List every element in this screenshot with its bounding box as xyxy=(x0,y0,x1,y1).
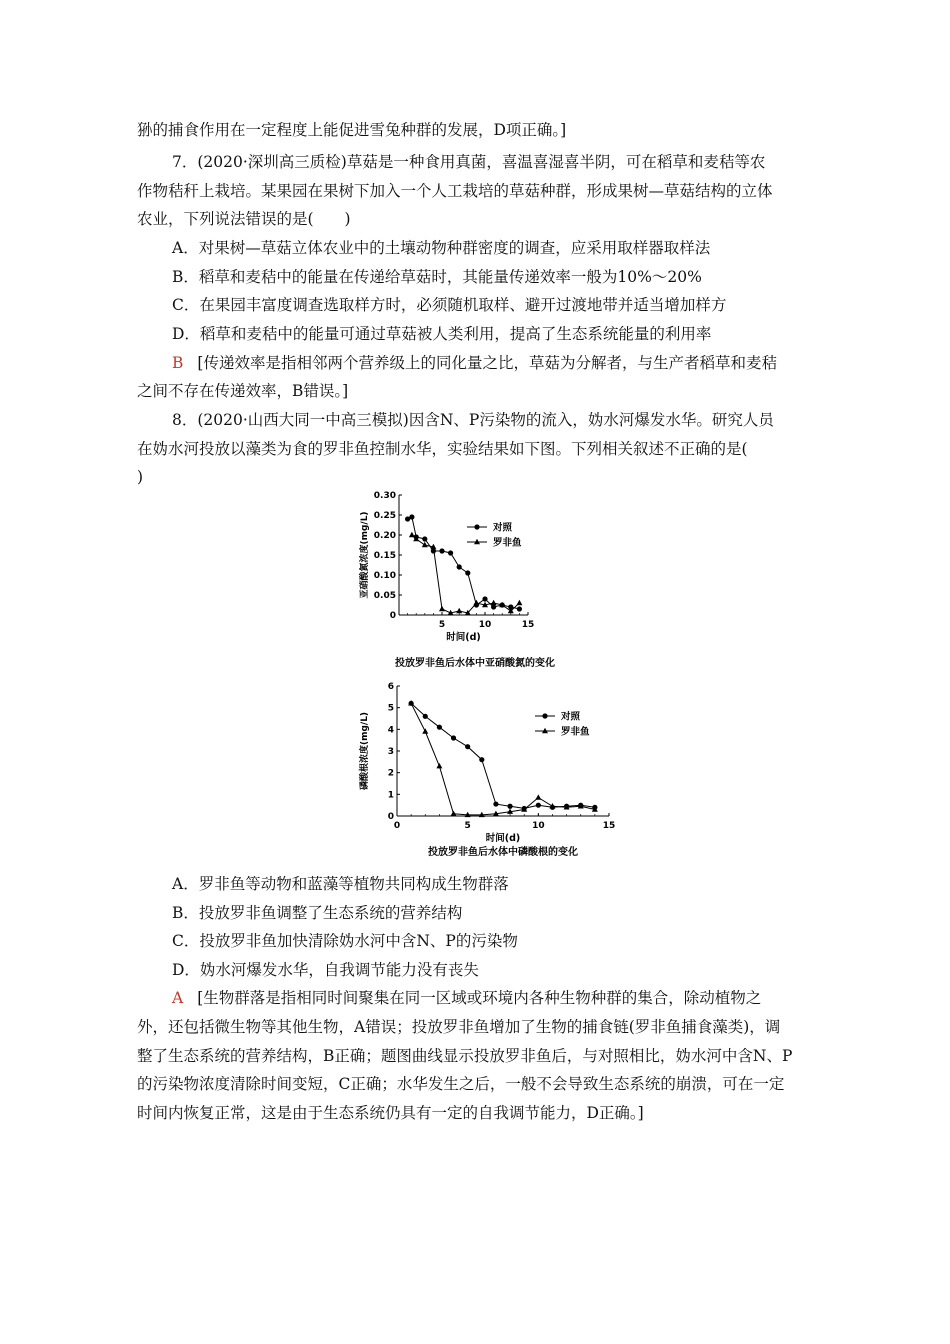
legend-label: 对照 xyxy=(561,711,581,723)
q8-stem-3: ) xyxy=(137,468,144,486)
x-axis-label: 时间(d) xyxy=(446,632,481,643)
q7-stem-3: 农业，下列说法错误的是( ) xyxy=(137,210,351,228)
data-point-tilapia xyxy=(516,600,522,605)
data-point-control xyxy=(448,550,453,555)
legend-label: 对照 xyxy=(493,522,513,534)
data-point-control xyxy=(451,735,456,740)
data-point-control xyxy=(409,514,414,519)
y-tick-label: 0.30 xyxy=(373,491,396,501)
q8-explanation-1 xyxy=(172,987,761,1009)
legend-marker-control xyxy=(474,524,479,529)
chart-title: 投放罗非鱼后水体中磷酸根的变化 xyxy=(428,847,578,858)
data-point-tilapia xyxy=(549,803,555,808)
chart-nitrite xyxy=(355,485,595,675)
data-point-control xyxy=(465,744,470,749)
q8-explanation-4: 的污染物浓度清除时间变短，C正确；水华发生之后，一般不会导致生态系统的崩溃，可在一定 xyxy=(137,1075,785,1093)
q8-stem-1: 8．(2020·山西大同一中高三模拟)因含N、P污染物的流入，妫水河爆发水华。研究人员 xyxy=(172,411,774,429)
y-tick-label: 0.10 xyxy=(373,571,396,581)
y-tick-label: 0.15 xyxy=(373,551,396,561)
data-point-tilapia xyxy=(451,811,457,816)
x-tick-label: 5 xyxy=(438,620,446,630)
q7-explanation-text: [传递效率是指相邻两个营养级上的同化量之比，草菇为分解者，与生产者稻草和麦秸 xyxy=(197,354,777,372)
y-tick-label: 0 xyxy=(389,611,396,621)
y-tick-label: 0.20 xyxy=(373,531,396,541)
legend-label: 罗非鱼 xyxy=(493,537,522,549)
x-tick-label: 10 xyxy=(478,620,492,630)
q7-option-d: D．稻草和麦秸中的能量可通过草菇被人类利用，提高了生态系统能量的利用率 xyxy=(172,325,712,343)
x-tick-label: 5 xyxy=(464,821,471,831)
q7-option-b: B．稻草和麦秸中的能量在传递给草菇时，其能量传递效率一般为10%～20% xyxy=(172,268,702,286)
data-point-control xyxy=(439,548,444,553)
data-point-control xyxy=(493,801,498,806)
data-point-tilapia xyxy=(436,763,442,768)
q8-option-b: B．投放罗非鱼调整了生态系统的营养结构 xyxy=(172,904,463,922)
q7-option-a: A．对果树—草菇立体农业中的土壤动物种群密度的调查，应采用取样器取样法 xyxy=(172,239,711,257)
q8-explanation-3: 整了生态系统的营养结构，B正确；题图曲线显示投放罗非鱼后，与对照相比，妫水河中含N、P xyxy=(137,1047,793,1065)
q8-option-c: C．投放罗非鱼加快清除妫水河中含N、P的污染物 xyxy=(172,932,518,950)
data-point-tilapia xyxy=(456,608,462,613)
y-tick-label: 0 xyxy=(387,812,394,822)
x-tick-label: 10 xyxy=(532,821,545,831)
q8-explanation-5: 时间内恢复正常，这是由于生态系统仍具有一定的自我调节能力，D正确。] xyxy=(137,1104,644,1122)
q8-stem-2: 在妫水河投放以藻类为食的罗非鱼控制水华，实验结果如下图。下列相关叙述不正确的是( xyxy=(137,440,748,458)
y-tick-label: 2 xyxy=(387,768,394,779)
y-tick-label: 5 xyxy=(387,703,394,714)
y-tick-label: 0.05 xyxy=(373,591,396,601)
data-point-tilapia xyxy=(473,600,479,605)
data-point-control xyxy=(479,757,484,762)
q8-explanation-text: [生物群落是指相同时间聚集在同一区域或环境内各种生物种群的集合，除动植物之 xyxy=(197,989,762,1007)
data-point-tilapia xyxy=(439,606,445,611)
legend-label: 罗非鱼 xyxy=(561,726,590,738)
prev-answer-end: 狲的捕食作用在一定程度上能促进雪兔种群的发展，D项正确。] xyxy=(137,121,567,139)
data-point-control xyxy=(457,564,462,569)
x-tick-label: 15 xyxy=(602,821,616,831)
x-tick-label: 15 xyxy=(521,620,535,630)
q7-stem-1: 7．(2020·深圳高三质检)草菇是一种食用真菌，喜温喜湿喜半阴，可在稻草和麦秸等农 xyxy=(172,153,766,171)
y-tick-label: 6 xyxy=(387,682,394,692)
x-axis-label: 时间(d) xyxy=(485,833,521,844)
y-axis-label: 磷酸根浓度(mg/L) xyxy=(360,711,370,791)
data-point-control xyxy=(536,803,541,808)
data-point-control xyxy=(465,570,470,575)
data-point-tilapia xyxy=(535,794,541,799)
data-point-control xyxy=(423,714,428,719)
data-point-control xyxy=(507,804,512,809)
q7-stem-2: 作物秸秆上栽培。某果园在果树下加入一个人工栽培的草菇种群，形成果树—草菇结构的立体 xyxy=(137,182,773,200)
y-tick-label: 4 xyxy=(387,725,394,736)
q8-option-a: A．罗非鱼等动物和蓝藻等植物共同构成生物群落 xyxy=(172,875,509,893)
data-point-control xyxy=(422,536,427,541)
x-tick-label: 0 xyxy=(393,821,401,831)
data-point-control xyxy=(517,606,522,611)
data-point-tilapia xyxy=(422,728,428,733)
q7-option-c: C．在果园丰富度调查选取样方时，必须随机取样、避开过渡地带并适当增加样方 xyxy=(172,296,727,314)
q8-answer: A xyxy=(172,989,184,1007)
legend-marker-control xyxy=(542,713,547,718)
data-point-control xyxy=(482,596,487,601)
q8-explanation-2: 外，还包括微生物等其他生物，A错误；投放罗非鱼增加了生物的捕食链(罗非鱼捕食藻类)，调 xyxy=(137,1018,781,1036)
q7-explanation-1 xyxy=(172,352,777,374)
chart-phosphate xyxy=(355,676,625,861)
data-point-control xyxy=(437,725,442,730)
y-tick-label: 1 xyxy=(387,790,394,801)
q7-explanation-2: 之间不存在传递效率，B错误。] xyxy=(137,382,349,400)
y-axis-label: 亚硝酸氮浓度(mg/L) xyxy=(360,511,370,599)
data-point-tilapia xyxy=(491,600,497,605)
data-point-tilapia xyxy=(409,532,415,537)
y-tick-label: 0.25 xyxy=(373,511,396,521)
q7-answer: B xyxy=(172,354,184,372)
chart-title: 投放罗非鱼后水体中亚硝酸氮的变化 xyxy=(395,658,555,669)
q8-option-d: D．妫水河爆发水华，自我调节能力没有丧失 xyxy=(172,961,479,979)
y-tick-label: 3 xyxy=(387,747,394,757)
